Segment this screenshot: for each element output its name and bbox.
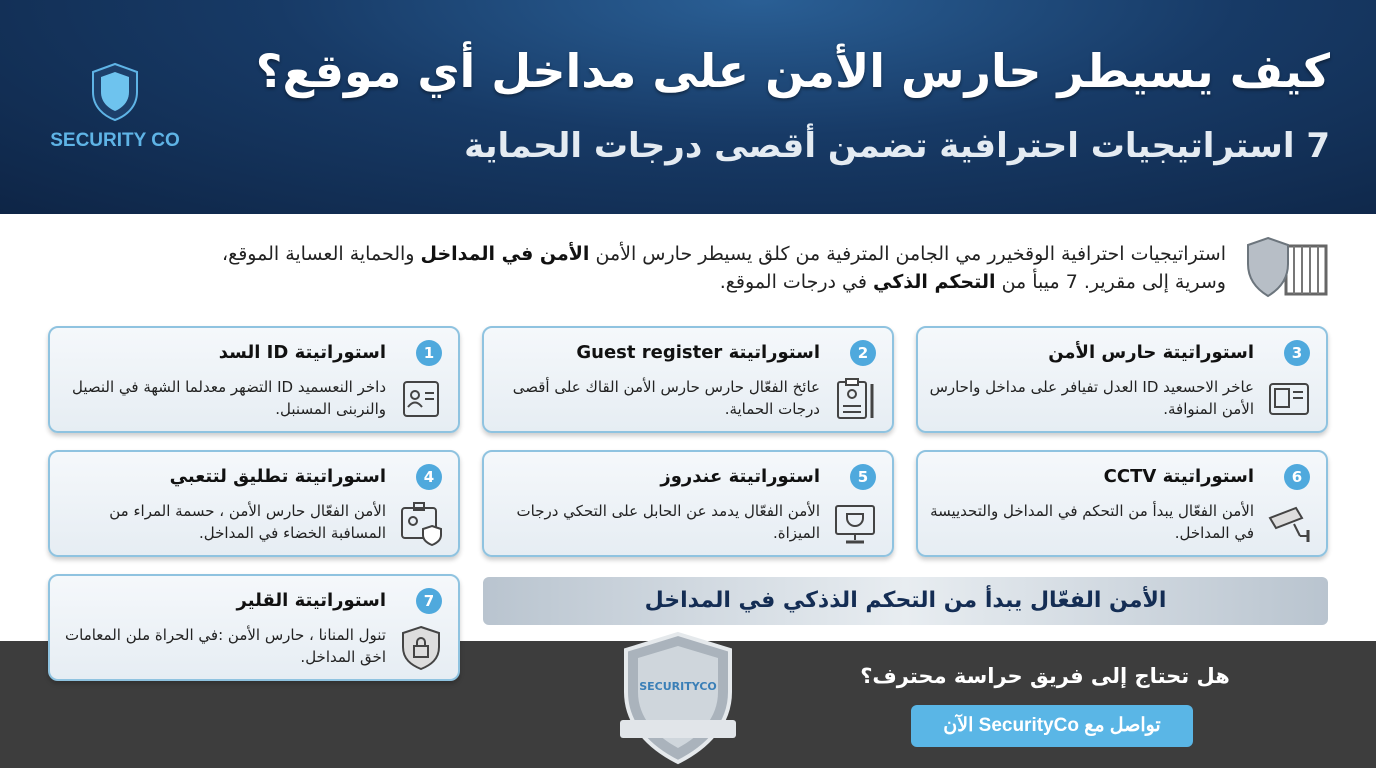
monitor-camera-icon [832, 500, 878, 546]
strategy-card [48, 574, 460, 681]
intro-text-part: استراتيجيات احترافية الوقخيرر مي الجامن المترفية من كلق يسيطر حارس الأمن [589, 243, 1226, 265]
card-title: استوراتيتة CCTV [1103, 466, 1254, 487]
intro-text-part: في درجات الموقع. [719, 271, 873, 293]
badge-brand-text: SECURITYCO [639, 680, 717, 693]
brand-logo [40, 62, 190, 152]
step-number: 7 [416, 588, 442, 614]
card-description: الأمن الفعّال حارس الأمن ، حسمة المراء من المسافبة الخضاء في المداخل. [109, 502, 386, 542]
intro-text-part: والحماية العساية الموقع، [221, 243, 421, 265]
card-description: الأمن الفعّال يدمد عن الحابل على التحكي درجات الميزاة. [516, 502, 820, 542]
header [0, 0, 1376, 214]
shield-lock-icon [398, 624, 444, 670]
page-title: كيف يسيطر حارس الأمن على مداخل أي موقع؟ [255, 44, 1330, 98]
card-title: استوراتيتة حارس الأمن [1048, 342, 1254, 363]
card-description: داخر النعسميد ID التضهر معدلما الشهة في النصيل والنربنى المسنبل. [71, 378, 386, 418]
step-number: 4 [416, 464, 442, 490]
cta-question: هل تحتاج إلى فريق حراسة محترف؟ [860, 664, 1230, 688]
intro-text [126, 240, 1226, 296]
shield-gate-icon [1246, 236, 1330, 302]
strategy-card [916, 326, 1328, 433]
card-title: استوراتيتة Guest register [576, 342, 820, 363]
strategy-card [482, 450, 894, 557]
card-title: استوراتيتة القلير [236, 590, 386, 611]
intro-text-part: وسرية إلى مقرير. 7 ميبأ من [995, 271, 1226, 293]
badge-card-icon [1266, 376, 1312, 422]
card-description: عاخر الاحسعيد ID العدل تفيافر على مداخل واحارس الأمن المنوافة. [929, 378, 1254, 418]
shield-icon [90, 62, 140, 122]
card-title: استوراتيتة تطليق لتتعبي [169, 466, 386, 487]
cctv-camera-icon [1266, 500, 1312, 546]
card-description: الأمن الفعّال يبدأ من التحكم في المداخل والتحدييسة في المداخل. [930, 502, 1254, 542]
intro-emphasis: التحكم الذكي [872, 271, 996, 293]
card-description: عائخ الفعّال حارس حارس الأمن القاك على أقصى درجات الحماية. [512, 378, 820, 418]
id-card-icon [398, 376, 444, 422]
strategy-card [916, 450, 1328, 557]
page-subtitle: 7 استراتيجيات احترافية تضمن أقصى درجات الحماية [464, 126, 1330, 166]
step-number: 5 [850, 464, 876, 490]
security-badge-icon [618, 630, 738, 769]
step-number: 3 [1284, 340, 1310, 366]
intro-emphasis: الأمن في المداخل [420, 243, 590, 265]
clipboard-icon [832, 376, 878, 422]
id-shield-icon [398, 500, 444, 546]
contact-button[interactable]: تواصل مع SecurityCo الآن [911, 705, 1193, 747]
card-title: استوراتيتة عندروز [660, 466, 820, 487]
strategy-card [48, 450, 460, 557]
card-title: استوراتيتة ID السد [218, 342, 386, 363]
step-number: 1 [416, 340, 442, 366]
highlight-banner: الأمن الفعّال يبدأ من التحكم الذذكي في المداخل [483, 577, 1328, 625]
brand-name: SECURITY CO [50, 130, 180, 151]
step-number: 2 [850, 340, 876, 366]
card-description: تنول المنانا ، حارس الأمن :في الحراة ملن المعامات اخق المداخل. [65, 626, 386, 666]
strategy-card [48, 326, 460, 433]
strategy-card [482, 326, 894, 433]
step-number: 6 [1284, 464, 1310, 490]
